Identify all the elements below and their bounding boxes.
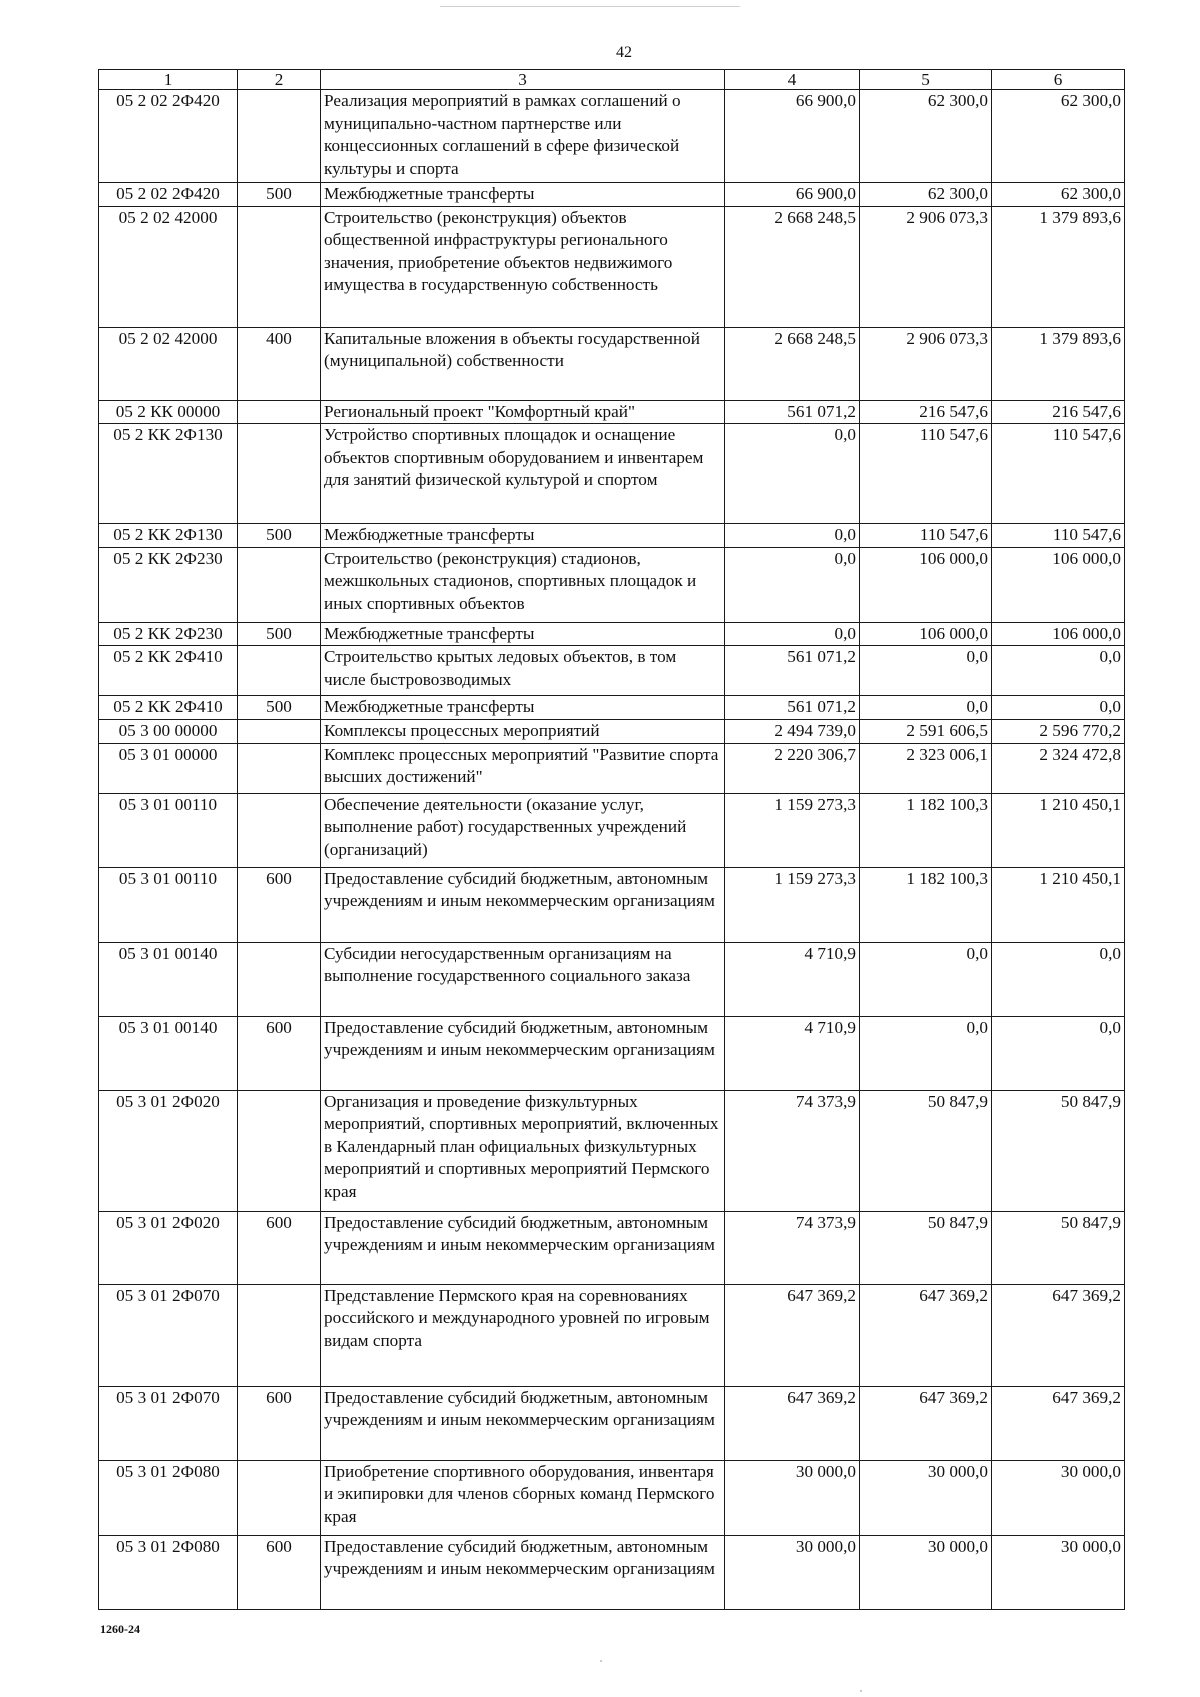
expense-type-cell xyxy=(238,547,321,622)
target-code-cell: 05 3 01 2Ф070 xyxy=(99,1386,238,1460)
target-code-cell: 05 3 01 00110 xyxy=(99,793,238,867)
table-row xyxy=(99,1090,1125,1211)
item-name-cell: Строительство крытых ледовых объектов, в том числе быстровозводимых xyxy=(321,646,725,696)
item-name-cell: Предоставление субсидий бюджетным, автономным учреждениям и иным некоммерческим организациям xyxy=(321,1386,725,1460)
item-name-cell: Предоставление субсидий бюджетным, автономным учреждениям и иным некоммерческим организациям xyxy=(321,1016,725,1090)
table-row xyxy=(99,1016,1125,1090)
table-row xyxy=(99,1284,1125,1386)
expense-type-cell xyxy=(238,1284,321,1386)
column-number-row xyxy=(99,70,1125,90)
amount-col4-cell: 0,0 xyxy=(725,424,860,524)
amount-col6-cell: 1 210 450,1 xyxy=(992,793,1125,867)
item-name-cell: Межбюджетные трансферты xyxy=(321,696,725,720)
expense-type-cell xyxy=(238,793,321,867)
amount-col6-cell: 110 547,6 xyxy=(992,424,1125,524)
table-row xyxy=(99,524,1125,548)
expense-type-cell xyxy=(238,942,321,1016)
table-row xyxy=(99,1460,1125,1535)
item-name-cell: Капитальные вложения в объекты государственной (муниципальной) собственности xyxy=(321,327,725,400)
expense-type-cell xyxy=(238,206,321,327)
target-code-cell: 05 2 КК 2Ф130 xyxy=(99,524,238,548)
target-code-cell: 05 3 01 00000 xyxy=(99,743,238,793)
amount-col5-cell: 62 300,0 xyxy=(860,183,992,207)
item-name-cell: Устройство спортивных площадок и оснащение объектов спортивным оборудованием и инвентарем для занятий физической культурой и спортом xyxy=(321,424,725,524)
table-row xyxy=(99,942,1125,1016)
page-number: 42 xyxy=(616,44,632,61)
column-header: 3 xyxy=(321,70,725,90)
target-code-cell: 05 3 01 00110 xyxy=(99,867,238,942)
item-name-cell: Межбюджетные трансферты xyxy=(321,622,725,646)
expense-type-cell xyxy=(238,90,321,183)
item-name-cell: Межбюджетные трансферты xyxy=(321,183,725,207)
amount-col4-cell: 561 071,2 xyxy=(725,696,860,720)
expense-type-cell xyxy=(238,719,321,743)
table-row xyxy=(99,867,1125,942)
item-name-cell: Приобретение спортивного оборудования, инвентаря и экипировки для членов сборных команд Пермского края xyxy=(321,1460,725,1535)
amount-col4-cell: 30 000,0 xyxy=(725,1460,860,1535)
item-name-cell: Предоставление субсидий бюджетным, автономным учреждениям и иным некоммерческим организациям xyxy=(321,867,725,942)
amount-col4-cell: 2 668 248,5 xyxy=(725,206,860,327)
amount-col4-cell: 66 900,0 xyxy=(725,90,860,183)
table-row xyxy=(99,327,1125,400)
amount-col5-cell: 1 182 100,3 xyxy=(860,793,992,867)
table-row xyxy=(99,719,1125,743)
amount-col4-cell: 0,0 xyxy=(725,547,860,622)
target-code-cell: 05 2 02 42000 xyxy=(99,206,238,327)
item-name-cell: Обеспечение деятельности (оказание услуг, выполнение работ) государственных учреждений (организаций) xyxy=(321,793,725,867)
item-name-cell: Комплексы процессных мероприятий xyxy=(321,719,725,743)
amount-col4-cell: 0,0 xyxy=(725,524,860,548)
table-row xyxy=(99,206,1125,327)
item-name-cell: Организация и проведение физкультурных мероприятий, спортивных мероприятий, включенных в Календарный план официальных физкультурных мероприятий и спортивных мероприятий Пермского края xyxy=(321,1090,725,1211)
amount-col6-cell: 110 547,6 xyxy=(992,524,1125,548)
target-code-cell: 05 2 КК 00000 xyxy=(99,400,238,424)
column-header: 2 xyxy=(238,70,321,90)
amount-col6-cell: 647 369,2 xyxy=(992,1386,1125,1460)
item-name-cell: Предоставление субсидий бюджетным, автономным учреждениям и иным некоммерческим организациям xyxy=(321,1211,725,1284)
target-code-cell: 05 2 02 2Ф420 xyxy=(99,90,238,183)
amount-col4-cell: 4 710,9 xyxy=(725,1016,860,1090)
amount-col5-cell: 216 547,6 xyxy=(860,400,992,424)
item-name-cell: Строительство (реконструкция) объектов общественной инфраструктуры регионального значения, приобретение объектов недвижимого имущества в государственную собственность xyxy=(321,206,725,327)
amount-col5-cell: 62 300,0 xyxy=(860,90,992,183)
column-header: 1 xyxy=(99,70,238,90)
amount-col5-cell: 2 591 606,5 xyxy=(860,719,992,743)
expense-type-cell xyxy=(238,1090,321,1211)
expense-type-cell: 500 xyxy=(238,622,321,646)
amount-col5-cell: 1 182 100,3 xyxy=(860,867,992,942)
amount-col4-cell: 0,0 xyxy=(725,622,860,646)
target-code-cell: 05 2 02 2Ф420 xyxy=(99,183,238,207)
expense-type-cell: 500 xyxy=(238,696,321,720)
table-row xyxy=(99,424,1125,524)
expense-type-cell xyxy=(238,1460,321,1535)
budget-table xyxy=(98,69,1125,1610)
target-code-cell: 05 2 КК 2Ф230 xyxy=(99,547,238,622)
table-row xyxy=(99,743,1125,793)
item-name-cell: Строительство (реконструкция) стадионов, межшкольных стадионов, спортивных площадок и иных спортивных объектов xyxy=(321,547,725,622)
amount-col6-cell: 62 300,0 xyxy=(992,183,1125,207)
target-code-cell: 05 3 01 00140 xyxy=(99,1016,238,1090)
amount-col4-cell: 647 369,2 xyxy=(725,1284,860,1386)
amount-col5-cell: 0,0 xyxy=(860,942,992,1016)
table-row xyxy=(99,646,1125,696)
target-code-cell: 05 3 01 2Ф080 xyxy=(99,1535,238,1609)
expense-type-cell: 600 xyxy=(238,1535,321,1609)
table-row xyxy=(99,1211,1125,1284)
amount-col5-cell: 30 000,0 xyxy=(860,1535,992,1609)
amount-col4-cell: 66 900,0 xyxy=(725,183,860,207)
target-code-cell: 05 2 02 42000 xyxy=(99,327,238,400)
amount-col6-cell: 50 847,9 xyxy=(992,1090,1125,1211)
table-row xyxy=(99,547,1125,622)
amount-col4-cell: 30 000,0 xyxy=(725,1535,860,1609)
expense-type-cell xyxy=(238,646,321,696)
target-code-cell: 05 2 КК 2Ф230 xyxy=(99,622,238,646)
expense-type-cell: 600 xyxy=(238,867,321,942)
amount-col4-cell: 74 373,9 xyxy=(725,1090,860,1211)
amount-col6-cell: 50 847,9 xyxy=(992,1211,1125,1284)
table-row xyxy=(99,400,1125,424)
column-header: 5 xyxy=(860,70,992,90)
scan-speck xyxy=(860,1690,862,1692)
table-row xyxy=(99,1386,1125,1460)
amount-col6-cell: 1 379 893,6 xyxy=(992,206,1125,327)
expense-type-cell: 600 xyxy=(238,1386,321,1460)
table-row xyxy=(99,90,1125,183)
amount-col6-cell: 30 000,0 xyxy=(992,1535,1125,1609)
amount-col5-cell: 2 906 073,3 xyxy=(860,206,992,327)
amount-col5-cell: 0,0 xyxy=(860,646,992,696)
amount-col4-cell: 74 373,9 xyxy=(725,1211,860,1284)
amount-col5-cell: 50 847,9 xyxy=(860,1211,992,1284)
target-code-cell: 05 3 01 2Ф070 xyxy=(99,1284,238,1386)
amount-col6-cell: 0,0 xyxy=(992,696,1125,720)
table-row xyxy=(99,793,1125,867)
table-row xyxy=(99,622,1125,646)
item-name-cell: Представление Пермского края на соревнованиях российского и международного уровней по игровым видам спорта xyxy=(321,1284,725,1386)
expense-type-cell xyxy=(238,743,321,793)
amount-col5-cell: 647 369,2 xyxy=(860,1284,992,1386)
amount-col6-cell: 0,0 xyxy=(992,942,1125,1016)
amount-col5-cell: 110 547,6 xyxy=(860,524,992,548)
amount-col6-cell: 216 547,6 xyxy=(992,400,1125,424)
target-code-cell: 05 2 КК 2Ф410 xyxy=(99,646,238,696)
amount-col4-cell: 1 159 273,3 xyxy=(725,867,860,942)
amount-col5-cell: 2 323 006,1 xyxy=(860,743,992,793)
amount-col6-cell: 2 596 770,2 xyxy=(992,719,1125,743)
amount-col6-cell: 2 324 472,8 xyxy=(992,743,1125,793)
document-id-mark: 1260-24 xyxy=(100,1622,140,1636)
amount-col5-cell: 106 000,0 xyxy=(860,547,992,622)
amount-col4-cell: 2 220 306,7 xyxy=(725,743,860,793)
amount-col5-cell: 647 369,2 xyxy=(860,1386,992,1460)
amount-col4-cell: 1 159 273,3 xyxy=(725,793,860,867)
expense-type-cell: 400 xyxy=(238,327,321,400)
target-code-cell: 05 3 01 2Ф020 xyxy=(99,1211,238,1284)
amount-col4-cell: 647 369,2 xyxy=(725,1386,860,1460)
amount-col4-cell: 4 710,9 xyxy=(725,942,860,1016)
expense-type-cell: 600 xyxy=(238,1211,321,1284)
table-row xyxy=(99,696,1125,720)
expense-type-cell: 500 xyxy=(238,524,321,548)
target-code-cell: 05 2 КК 2Ф410 xyxy=(99,696,238,720)
item-name-cell: Комплекс процессных мероприятий "Развитие спорта высших достижений" xyxy=(321,743,725,793)
amount-col4-cell: 561 071,2 xyxy=(725,646,860,696)
amount-col5-cell: 106 000,0 xyxy=(860,622,992,646)
column-header: 4 xyxy=(725,70,860,90)
target-code-cell: 05 2 КК 2Ф130 xyxy=(99,424,238,524)
item-name-cell: Межбюджетные трансферты xyxy=(321,524,725,548)
amount-col6-cell: 106 000,0 xyxy=(992,547,1125,622)
scan-speck xyxy=(600,1660,602,1662)
amount-col5-cell: 30 000,0 xyxy=(860,1460,992,1535)
table-row xyxy=(99,183,1125,207)
amount-col5-cell: 110 547,6 xyxy=(860,424,992,524)
item-name-cell: Региональный проект "Комфортный край" xyxy=(321,400,725,424)
expense-type-cell: 600 xyxy=(238,1016,321,1090)
amount-col5-cell: 0,0 xyxy=(860,1016,992,1090)
target-code-cell: 05 3 01 2Ф020 xyxy=(99,1090,238,1211)
amount-col6-cell: 0,0 xyxy=(992,1016,1125,1090)
amount-col6-cell: 106 000,0 xyxy=(992,622,1125,646)
table-row xyxy=(99,1535,1125,1609)
amount-col5-cell: 2 906 073,3 xyxy=(860,327,992,400)
target-code-cell: 05 3 00 00000 xyxy=(99,719,238,743)
amount-col6-cell: 1 210 450,1 xyxy=(992,867,1125,942)
amount-col5-cell: 0,0 xyxy=(860,696,992,720)
expense-type-cell xyxy=(238,424,321,524)
item-name-cell: Субсидии негосударственным организациям на выполнение государственного социального заказа xyxy=(321,942,725,1016)
amount-col6-cell: 647 369,2 xyxy=(992,1284,1125,1386)
amount-col6-cell: 30 000,0 xyxy=(992,1460,1125,1535)
expense-type-cell: 500 xyxy=(238,183,321,207)
amount-col6-cell: 62 300,0 xyxy=(992,90,1125,183)
target-code-cell: 05 3 01 00140 xyxy=(99,942,238,1016)
amount-col4-cell: 2 668 248,5 xyxy=(725,327,860,400)
item-name-cell: Реализация мероприятий в рамках соглашений о муниципально-частном партнерстве или концессионных соглашений в сфере физической культуры и спорта xyxy=(321,90,725,183)
expense-type-cell xyxy=(238,400,321,424)
scan-speck xyxy=(440,6,740,7)
amount-col4-cell: 561 071,2 xyxy=(725,400,860,424)
amount-col6-cell: 1 379 893,6 xyxy=(992,327,1125,400)
amount-col6-cell: 0,0 xyxy=(992,646,1125,696)
item-name-cell: Предоставление субсидий бюджетным, автономным учреждениям и иным некоммерческим организациям xyxy=(321,1535,725,1609)
target-code-cell: 05 3 01 2Ф080 xyxy=(99,1460,238,1535)
amount-col4-cell: 2 494 739,0 xyxy=(725,719,860,743)
amount-col5-cell: 50 847,9 xyxy=(860,1090,992,1211)
column-header: 6 xyxy=(992,70,1125,90)
